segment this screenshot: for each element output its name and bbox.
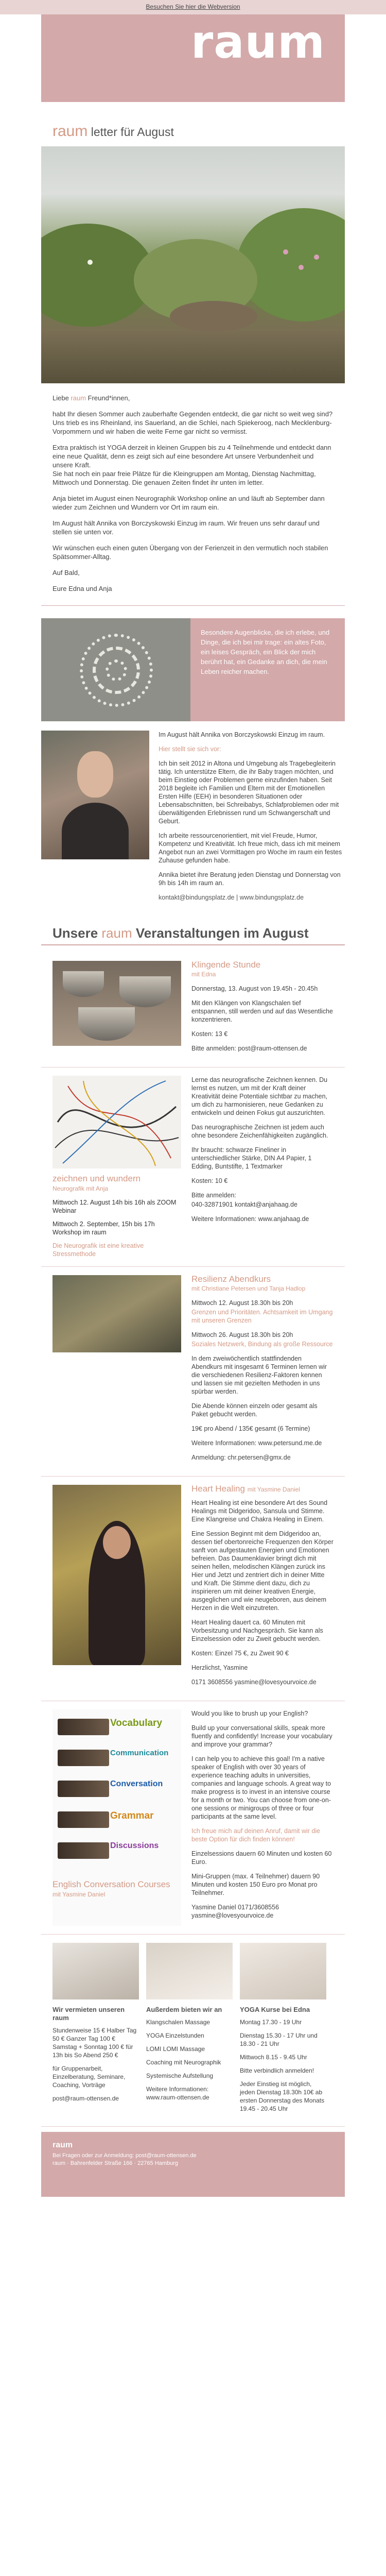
pencil-icon (58, 1750, 109, 1766)
letter-paragraph: Extra praktisch ist YOGA derzeit in kleinen Gruppen bis zu 4 Teilnehmende und entdeckt dann eine neue Qualität, denn es zeigt sich auf eine besondere Art unsere Verbundenheit und unsere Kraft. Sie hat noch ein paar freie Plätze für die Kleingruppen am Montag, Dienstag Nachmittag, Mittwoch und Donnerstag. Die genauen Zeiten findet ihr unten im letter. (52, 444, 331, 486)
portrait-body (62, 803, 129, 859)
footer-contact[interactable]: Bei Fragen oder zur Anmeldung: post@raum-ottensen.de (52, 2153, 197, 2159)
event-image (52, 961, 181, 1059)
column-text: Klangschalen Massage (146, 2019, 210, 2026)
event-resilienz (41, 1267, 345, 1477)
event-subtitle: mit Edna (191, 971, 216, 978)
event-date: Mittwoch 26. August 18.30h bis 20h (191, 1331, 293, 1338)
annika-subtitle: Hier stellt sie sich vor: (159, 745, 221, 753)
web-version-link[interactable]: Besuchen Sie hier die Webversion (146, 3, 240, 10)
event-zeichnen-und-wundern (41, 1067, 345, 1267)
column-title: Außerdem bieten wir an (146, 2006, 222, 2013)
photo-face (103, 1526, 131, 1559)
letter-paragraph: Wir wünschen euch einen guten Übergang von der Ferienzeit in den vermutlich noch stabilen Spätsommer-Alltag. (52, 544, 328, 561)
hero-flower (314, 255, 319, 260)
offers-column (146, 1943, 240, 2118)
section-title-pre: Unsere (52, 925, 102, 941)
event-description: Lerne das neurografische Zeichnen kennen. Du lernst es nutzen, um mit der Kraft deiner Kreativität deine Potentiale sichtbar zu machen, um dich zu harmonisieren, neue Gedanken zu entwickeln und deinen Fokus gut auszurichten. (191, 1076, 328, 1116)
annika-paragraph: Annika bietet ihre Beratung jeden Dienstag und Donnerstag von 9h bis 14h im raum an. (159, 871, 341, 887)
vocab-row (52, 1715, 181, 1739)
hero-flower (87, 260, 93, 265)
column-text: Stundenweise 15 € Halber Tag 50 € Ganzer Tag 100 € Samstag + Sonntag 100 € für 13h bis So Abend 250 € (52, 2027, 137, 2059)
event-description: Mit den Klängen von Klangschalen tief entspannen, still werden und auf das Wesentliche konzentrieren. (191, 999, 333, 1023)
column-email[interactable]: post@raum-ottensen.de (52, 2095, 119, 2102)
column-text: YOGA Einzelstunden (146, 2032, 204, 2039)
event-title (191, 1485, 334, 1494)
event-text (181, 961, 334, 1059)
event-contact[interactable]: 0171 3608556 yasmine@lovesyourvoice.de (191, 1679, 317, 1686)
event-description: Heart Healing dauert ca. 60 Minuten mit Vorbesitzung und Nachgespräch. Sie kann als Einzelsession oder zu Zweit gebucht werden. (191, 1619, 323, 1642)
event-topic: Soziales Netzwerk, Bindung als große Ressource (191, 1341, 333, 1348)
event-date: Mittwoch 12. August 18.30h bis 20h (191, 1299, 293, 1307)
rent-column (52, 1943, 146, 2118)
column-text: Bitte verbindlich anmelden! (240, 2067, 314, 2074)
event-date: Mittwoch 12. August 14h bis 16h als ZOOM Webinar (52, 1199, 177, 1214)
annika-contact-link[interactable]: kontakt@bindungsplatz.de | www.bindungsplatz.de (159, 894, 304, 901)
event-title: Resilienz Abendkurs (191, 1274, 271, 1284)
event-subtitle: mit Yasmine Daniel (247, 1486, 300, 1493)
annika-paragraph: Ich bin seit 2012 in Altona und Umgebung als Tragebegleiterin tätig. Ich unterstütze Eltern, die ihr Baby tragen möchten, und beim Einstieg oder Problemen gerne einzufinden haben. Seit 2018 begleite ich Familien und Eltern mit der Emotionellen Ersten Hilfe (EEH) in besonderen Situationen oder Lebensabschnitten, bei Schreibabys, Schlafproblemen oder mit überwältigenden Erlebnissen rund um Schwangerschaft und Geburt. (159, 760, 339, 825)
annika-portrait (41, 731, 149, 859)
event-contact[interactable]: Yasmine Daniel 0171/3608556 yasmine@lovesyourvoice.de (191, 1904, 279, 1919)
event-cost: Einzelsessions dauern 60 Minuten und kosten 60 Euro. (191, 1850, 332, 1866)
footer-logo: raum (52, 2141, 73, 2149)
event-description: Build up your conversational skills, speak more fluently and confidently! Increase your vocabulary and improve your grammar? (191, 1724, 332, 1748)
column-text: Jeder Einstieg ist möglich, jeden Dienstag 18.30h 10€ ab ersten Donnerstag des Monats 19.45 - 20.45 Uhr (240, 2080, 325, 2112)
column-text: Mittwoch 8.15 - 9.45 Uhr (240, 2054, 307, 2061)
event-subtitle: mit Yasmine Daniel (52, 1891, 106, 1898)
portrait-head (77, 751, 113, 798)
event-more-info[interactable]: Weitere Informationen: www.petersund.me.de (191, 1439, 322, 1447)
yoga-column (240, 1943, 334, 2118)
event-registration[interactable]: Anmeldung: chr.petersen@gmx.de (191, 1454, 291, 1461)
quote-block (41, 618, 345, 721)
event-image (52, 1485, 181, 1692)
event-materials: Ihr braucht: schwarze Fineliner in unterschiedlicher Stärke, DIN A4 Papier, 1 Edding, Buntstifte, 1 Textmarker (191, 1146, 312, 1170)
event-description: Heart Healing ist eine besondere Art des Sound Healings mit Didgeridoo, Sansula und Stimme. Eine Klangreise und Chakra Healing in Einem. (191, 1499, 328, 1523)
event-topic: Grenzen und Prioritäten. Achtsamkeit im Umgang mit unseren Grenzen (191, 1309, 333, 1324)
column-text: Systemische Aufstellung (146, 2072, 214, 2079)
header-banner (41, 14, 345, 102)
footer-address: raum · Bahrenfelder Straße 166 · 22765 Hamburg (52, 2160, 178, 2166)
column-title: Wir vermieten unseren raum (52, 2006, 125, 2022)
letter-body (41, 383, 345, 593)
event-note: Die Neurografik ist eine kreative Stressmethode (52, 1242, 144, 1258)
divider (41, 605, 345, 606)
hero-flower (283, 249, 288, 255)
event-text (181, 1709, 334, 1926)
newsletter-title (41, 102, 345, 140)
event-klingende-stunde (41, 953, 345, 1067)
event-text (181, 1485, 334, 1692)
letter-paragraph: habt Ihr diesen Sommer auch zauberhafte Gegenden entdeckt, die gar nicht so weit weg sind? Uns trieb es ins Rheinland, ins Sauerland, an die Schlei, nach Spiekeroog, nach Mecklenburg-Vorpommern und wir haben die weite Ferne gar nicht so vermisst. (52, 410, 333, 435)
singing-bowl (63, 971, 104, 997)
event-cost: Mini-Gruppen (max. 4 Teilnehmer) dauern 90 Minuten und kosten 150 Euro pro Monat pro Teilnehmer. (191, 1873, 320, 1896)
vocab-word: Conversation (110, 1780, 163, 1788)
letter-paragraph: Auf Bald, (52, 569, 80, 577)
singing-bowls-photo (52, 961, 181, 1046)
vocab-row (52, 1807, 181, 1832)
neurographik-drawing (52, 1076, 181, 1168)
event-date: Donnerstag, 13. August von 19.45h - 20.45h (191, 985, 318, 992)
event-image (52, 1709, 181, 1926)
column-text: LOMI LOMI Massage (146, 2045, 205, 2053)
greeting-pre: Liebe (52, 394, 71, 402)
bottom-info (41, 1935, 345, 2127)
pencil-icon (58, 1781, 109, 1797)
greeting-raum: raum (71, 394, 86, 402)
column-text: Montag 17.30 - 19 Uhr (240, 2019, 302, 2026)
logo: raum (190, 15, 325, 69)
hero-flower (299, 265, 304, 270)
column-text: für Gruppenarbeit, Einzelberatung, Seminare, Coaching, Vorträge (52, 2065, 126, 2089)
event-registration-label: Bitte anmelden: (191, 1192, 236, 1199)
singing-bowl (78, 1007, 135, 1041)
pencil-icon (58, 1719, 109, 1735)
pencil-icon (58, 1811, 109, 1828)
vocab-row (52, 1776, 181, 1801)
event-subtitle: mit Christiane Petersen und Tanja Hadlop (191, 1285, 306, 1292)
vocab-word: Communication (110, 1749, 169, 1757)
event-text (181, 1275, 334, 1468)
event-registration[interactable]: Bitte anmelden: post@raum-ottensen.de (191, 1045, 307, 1052)
column-title: YOGA Kurse bei Edna (240, 2006, 310, 2013)
hero-stone-planter (170, 301, 257, 332)
section-title-post: Veranstaltungen im August (132, 925, 309, 941)
event-cost: 19€ pro Abend / 135€ gesamt (6 Termine) (191, 1425, 310, 1432)
event-description: I can help you to achieve this goal! I'm a native speaker of English with over 30 years of experience teaching adults in universities, companies and language schools. A great way to make progress is to invest in an intensive course for a month or two. You can choose from one-on-one sessions or minigroups of three or four participants at the same level. (191, 1755, 331, 1820)
event-title: English Conversation Courses (52, 1879, 170, 1889)
event-description: Die Abende können einzeln oder gesamt als Paket gebucht werden. (191, 1402, 318, 1418)
room-photo (240, 1943, 326, 1999)
vocab-row (52, 1745, 181, 1770)
event-title: zeichnen und wundern (52, 1174, 141, 1183)
annika-intro (41, 721, 345, 908)
neurographik-svg (52, 1076, 181, 1168)
event-title-text: Heart Healing (191, 1484, 245, 1494)
room-photo (146, 1943, 233, 1999)
mandala-ring (106, 659, 127, 681)
title-rest: letter für August (87, 125, 174, 139)
vocab-word: Discussions (110, 1841, 159, 1850)
event-cost: Kosten: 10 € (191, 1177, 228, 1184)
vocabulary-image (52, 1709, 181, 1926)
event-title: Klingende Stunde (191, 960, 261, 970)
event-text (181, 1076, 334, 1258)
letter-signature: Eure Edna und Anja (52, 585, 112, 592)
resilienz-photo (52, 1275, 181, 1352)
web-version-bar (0, 0, 386, 14)
event-more-info[interactable]: Weitere Informationen: www.anjahaag.de (191, 1215, 309, 1223)
newsletter-container (41, 14, 345, 2197)
event-cost: Kosten: Einzel 75 €, zu Zweit 90 € (191, 1650, 289, 1657)
column-link[interactable]: Weitere Informationen: www.raum-ottensen.de (146, 2086, 209, 2101)
quote-text: Besondere Augenblicke, die ich erlebe, und Dinge, die ich bei mir trage: ein altes Foto, ein leises Gespräch, ein Blick der mich berührt hat, ein Gedanke an dich, die mein Leben reicher machen. (190, 618, 345, 721)
annika-intro-line: Im August hält Annika von Borczyskowski Einzug im raum. (159, 731, 325, 738)
event-subtitle: Neurografik mit Anja (52, 1185, 109, 1192)
singing-bowl (119, 976, 171, 1007)
event-cost: Kosten: 13 € (191, 1030, 228, 1038)
heart-healing-photo (52, 1485, 181, 1665)
event-image (52, 1076, 181, 1258)
vocab-row (52, 1838, 181, 1863)
pencil-icon (58, 1842, 109, 1859)
letter-paragraph: Anja bietet im August einen Neurographik Workshop online an und läuft ab September dann wieder zum Zeichnen und Wundern vor Ort im raum ein. (52, 495, 325, 511)
greeting-post: Freund*innen, (86, 394, 130, 402)
event-image (52, 1275, 181, 1468)
column-text: Coaching mit Neurographik (146, 2059, 221, 2066)
event-registration[interactable]: 040-32871901 kontakt@anjahaag.de (191, 1201, 297, 1208)
event-heart-healing (41, 1477, 345, 1701)
vocab-caption (52, 1879, 170, 1904)
event-date: Mittwoch 2. September, 15h bis 17h Workshop im raum (52, 1221, 155, 1236)
event-description: In dem zweiwöchentlich stattfindenden Abendkurs mit insgesamt 6 Terminen lernen wir die verschiedenen Resilienz-Faktoren kennen und lassen sie mit gezielten Methoden in uns spürbar werden. (191, 1355, 327, 1395)
event-note: Ich freue mich auf deinen Anruf, damit wir die beste Option für dich finden können! (191, 1827, 321, 1843)
event-description: Would you like to brush up your English? (191, 1710, 308, 1717)
footer (41, 2132, 345, 2197)
room-photo (52, 1943, 139, 1999)
event-signoff: Herzlichst, Yasmine (191, 1664, 248, 1671)
event-description: Das neurographische Zeichnen ist jedem auch ohne besondere Zeichenfähigkeiten zugänglich. (191, 1124, 328, 1139)
column-text: Dienstag 15.30 - 17 Uhr und 18.30 - 21 Uhr (240, 2032, 318, 2047)
events-section-title (41, 925, 345, 945)
event-description: Eine Session Beginnt mit dem Didgeridoo an, dessen tief obertonreiche Frequenzen den Körper sanft von aufgestauten Energien und Emotionen befreien. Das Daumenklavier bringt dich mit seinen hellen, melodischen Klängen zurück ins Hier und Jetzt und zentriert dich in deiner Mitte und Kraft. Die Stimme dient dazu, dich zu inspirieren um mit deiner kreativen Energie, ausgeglichen und wie neugeboren, aus deinem Herzen in die Welt einzutreten. (191, 1530, 334, 1612)
vocab-word: Grammar (110, 1810, 154, 1821)
vocab-word: Vocabulary (110, 1718, 163, 1728)
event-english-conversation (41, 1701, 345, 1935)
annika-paragraph: Ich arbeite ressourcenorientiert, mit viel Freude, Humor, Kompetenz und Kreativität. Ich freue mich, dass ich mit meinem Angebot nun an zwei Vormittagen pro Woche im raum ein festes Zuhause gefunden habe. (159, 832, 342, 864)
letter-paragraph: Im August hält Annika von Borczyskowski Einzug im raum. Wir freuen uns sehr darauf und stellen sie unten vor. (52, 519, 320, 536)
section-title-raum: raum (101, 925, 132, 941)
greeting (52, 394, 334, 402)
annika-text (149, 731, 345, 908)
hero-garden-photo (41, 146, 345, 383)
mandala-image (41, 618, 190, 721)
title-raum: raum (52, 123, 88, 140)
